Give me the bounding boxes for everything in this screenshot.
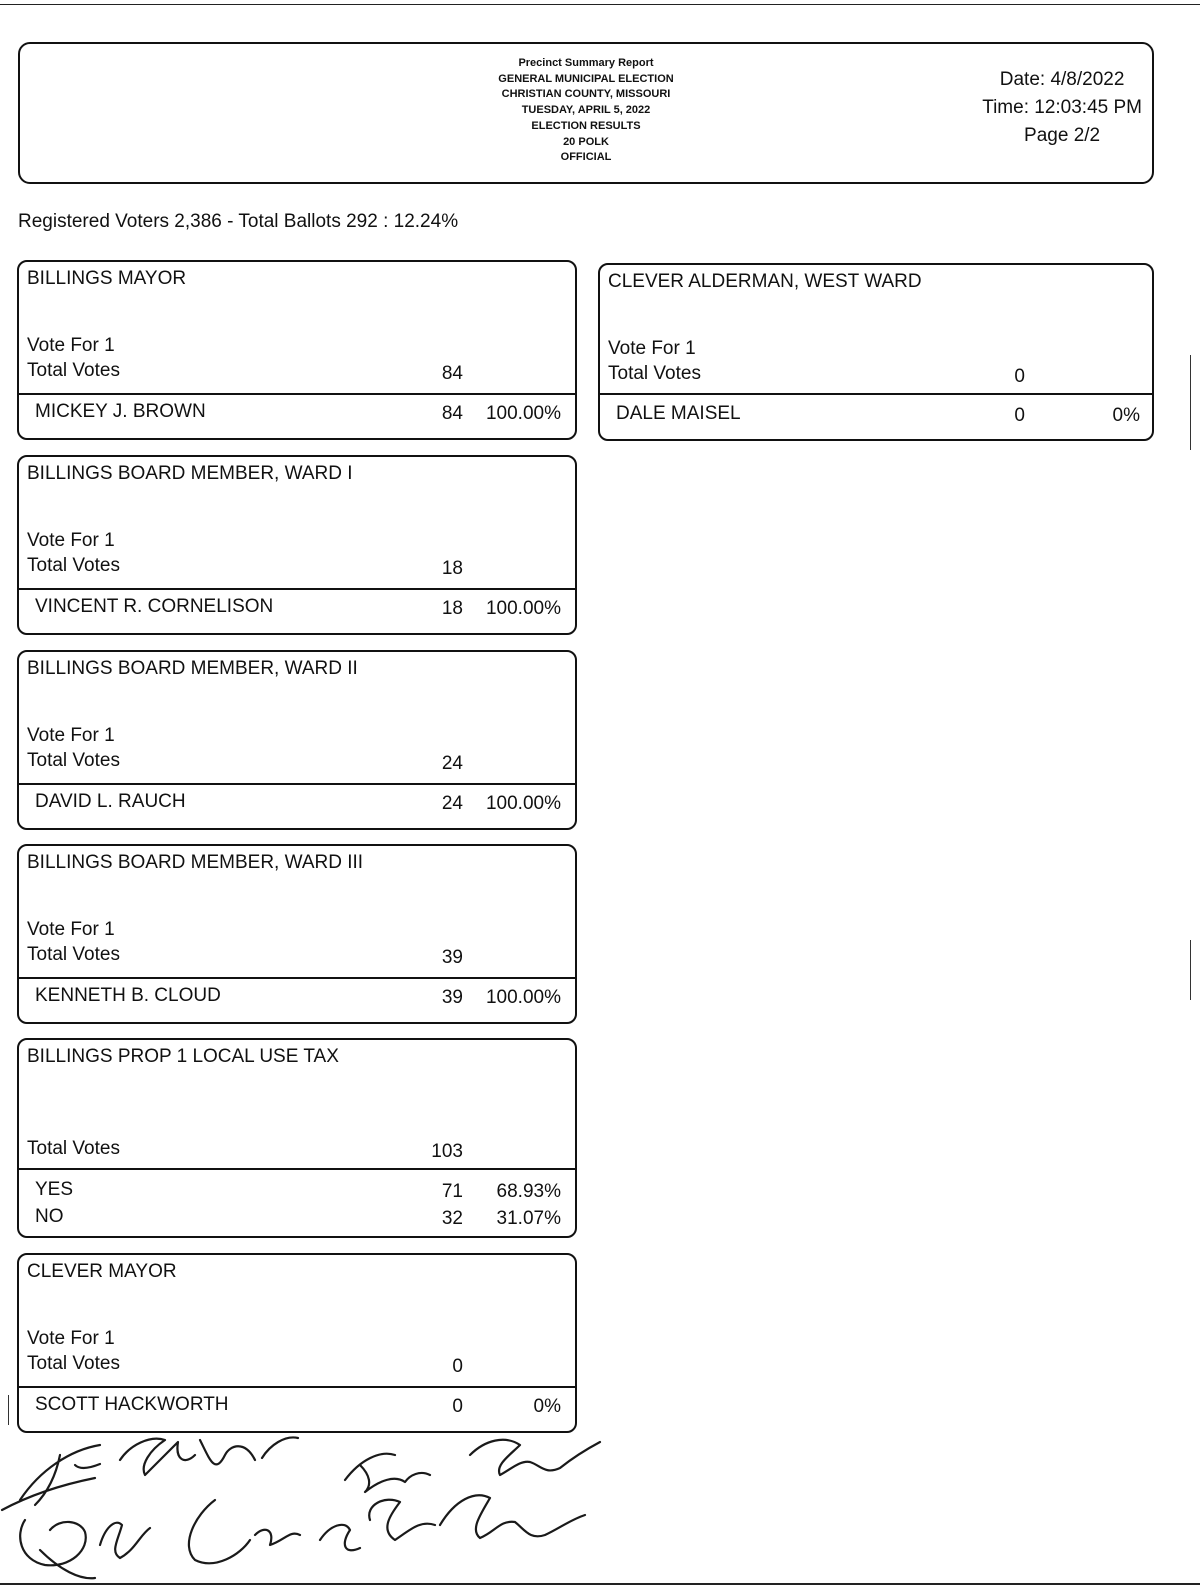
- candidate-votes: 24: [441, 793, 463, 814]
- contest-billings-ward-3: [17, 844, 577, 1024]
- total-votes-value: 39: [441, 947, 463, 968]
- signature-2: [345, 1440, 600, 1492]
- contest-divider: [19, 588, 575, 590]
- choice-no-percent: 31.07%: [496, 1208, 561, 1229]
- signature-3: [20, 1520, 150, 1578]
- page-number: Page 2/2: [1024, 125, 1101, 146]
- election-date: TUESDAY, APRIL 5, 2022: [521, 104, 651, 117]
- candidate-percent: 100.00%: [485, 598, 561, 619]
- report-time: Time: 12:03:45 PM: [982, 97, 1142, 118]
- turnout-summary: Registered Voters 2,386 - Total Ballots 292 : 12.24%: [18, 211, 459, 232]
- choice-no-votes: 32: [441, 1208, 463, 1229]
- signature-4: [189, 1495, 585, 1563]
- total-votes-label: Total Votes: [27, 555, 120, 576]
- contest-title: BILLINGS BOARD MEMBER, WARD II: [27, 658, 358, 679]
- candidate-percent: 100.00%: [485, 793, 561, 814]
- total-votes-value: 0: [1014, 366, 1025, 387]
- candidate-name: DAVID L. RAUCH: [35, 791, 186, 812]
- report-date: Date: 4/8/2022: [999, 69, 1125, 90]
- signature-1: [2, 1437, 298, 1510]
- candidate-votes: 18: [441, 598, 463, 619]
- candidate-percent: 0%: [533, 1396, 561, 1417]
- contest-divider: [19, 1168, 575, 1170]
- candidate-votes: 84: [441, 403, 463, 424]
- contest-divider: [19, 393, 575, 395]
- candidate-name: MICKEY J. BROWN: [35, 401, 206, 422]
- contest-billings-prop-1: [17, 1038, 577, 1238]
- right-scan-mark-lower: [1190, 940, 1191, 1000]
- candidate-name: VINCENT R. CORNELISON: [35, 596, 274, 617]
- candidate-name: KENNETH B. CLOUD: [35, 985, 221, 1006]
- total-votes-value: 0: [452, 1356, 463, 1377]
- report-header: [18, 42, 1154, 184]
- total-votes-value: 18: [441, 558, 463, 579]
- contest-clever-alderman-west-ward: [598, 263, 1154, 441]
- candidate-votes: 0: [452, 1396, 463, 1417]
- contest-title: BILLINGS PROP 1 LOCAL USE TAX: [27, 1046, 339, 1067]
- choice-yes-label: YES: [35, 1179, 74, 1200]
- choice-yes-votes: 71: [441, 1181, 463, 1202]
- candidate-name: SCOTT HACKWORTH: [35, 1394, 229, 1415]
- contest-clever-mayor: [17, 1253, 577, 1433]
- vote-for-label: Vote For 1: [608, 338, 696, 359]
- precinct-name: 20 POLK: [563, 135, 609, 148]
- contest-title: BILLINGS BOARD MEMBER, WARD I: [27, 463, 353, 484]
- contest-title: CLEVER ALDERMAN, WEST WARD: [608, 271, 922, 292]
- candidate-votes: 39: [441, 987, 463, 1008]
- total-votes-label: Total Votes: [27, 750, 120, 771]
- report-type: Precinct Summary Report: [518, 57, 654, 69]
- candidate-percent: 100.00%: [485, 987, 561, 1008]
- candidate-name: DALE MAISEL: [616, 403, 741, 424]
- handwritten-signatures: [0, 1420, 620, 1585]
- contest-billings-ward-2: [17, 650, 577, 830]
- report-meta: [982, 66, 1142, 150]
- candidate-percent: 0%: [1112, 405, 1140, 426]
- vote-for-label: Vote For 1: [27, 1328, 115, 1349]
- candidate-votes: 0: [1014, 405, 1025, 426]
- results-label: ELECTION RESULTS: [531, 119, 641, 132]
- right-scan-mark-upper: [1190, 355, 1191, 450]
- total-votes-label: Total Votes: [608, 363, 701, 384]
- total-votes-label: Total Votes: [27, 1138, 120, 1159]
- contest-title: CLEVER MAYOR: [27, 1261, 177, 1282]
- total-votes-value: 24: [441, 753, 463, 774]
- total-votes-value: 84: [441, 363, 463, 384]
- total-votes-label: Total Votes: [27, 1353, 120, 1374]
- contest-divider: [19, 1386, 575, 1388]
- choice-yes-percent: 68.93%: [496, 1181, 561, 1202]
- vote-for-label: Vote For 1: [27, 530, 115, 551]
- vote-for-label: Vote For 1: [27, 725, 115, 746]
- contest-divider: [19, 977, 575, 979]
- election-name: GENERAL MUNICIPAL ELECTION: [498, 72, 674, 85]
- contest-title: BILLINGS MAYOR: [27, 268, 187, 289]
- jurisdiction: CHRISTIAN COUNTY, MISSOURI: [501, 88, 671, 101]
- contest-title: BILLINGS BOARD MEMBER, WARD III: [27, 852, 364, 873]
- total-votes-label: Total Votes: [27, 360, 120, 381]
- total-votes-value: 103: [431, 1141, 463, 1162]
- contest-divider: [19, 783, 575, 785]
- choice-no-label: NO: [35, 1206, 64, 1227]
- official-status: OFFICIAL: [560, 151, 612, 164]
- candidate-percent: 100.00%: [485, 403, 561, 424]
- vote-for-label: Vote For 1: [27, 335, 115, 356]
- contest-billings-ward-1: [17, 455, 577, 635]
- vote-for-label: Vote For 1: [27, 919, 115, 940]
- total-votes-label: Total Votes: [27, 944, 120, 965]
- top-scan-rule: [0, 4, 1200, 5]
- contest-divider: [600, 393, 1152, 395]
- contest-billings-mayor: [17, 260, 577, 440]
